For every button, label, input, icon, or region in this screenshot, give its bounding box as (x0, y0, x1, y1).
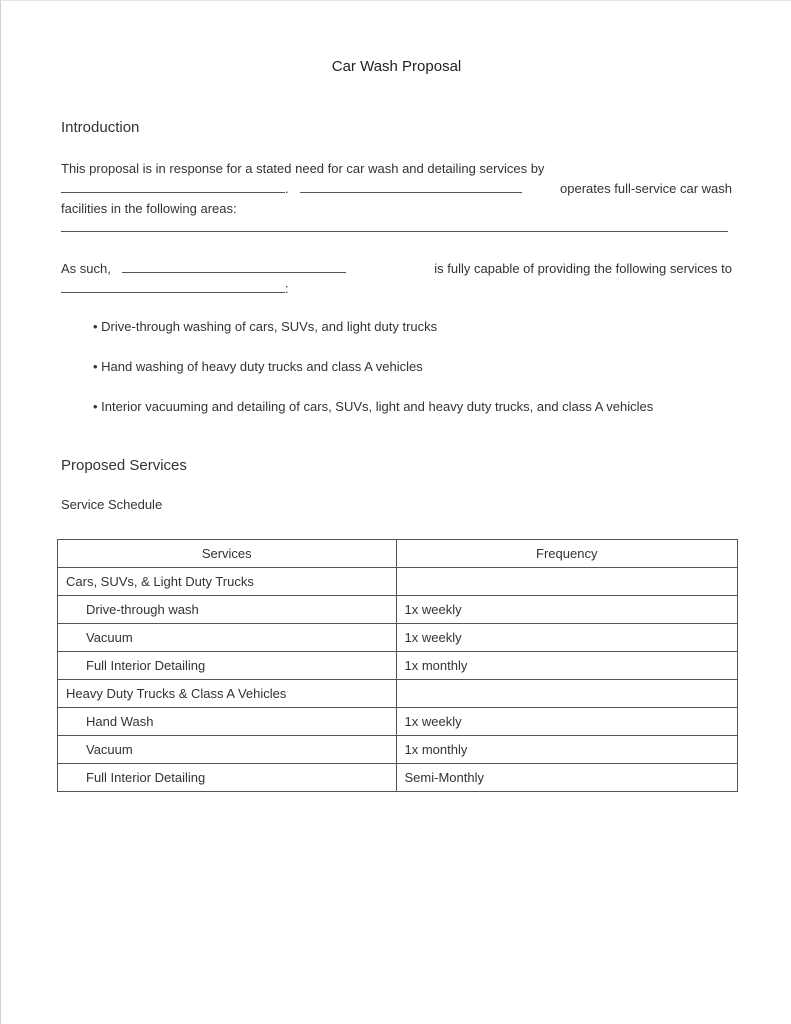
frequency-cell: Semi-Monthly (396, 764, 738, 792)
table-row (58, 764, 738, 792)
service-cell: Vacuum (58, 624, 397, 652)
service-cell: Vacuum (58, 736, 397, 764)
introduction-paragraph-1 (61, 159, 732, 232)
service-schedule-subheading: Service Schedule (61, 497, 163, 512)
table-row (58, 652, 738, 680)
blank-recipient-name[interactable] (61, 279, 285, 293)
service-cell: Hand Wash (58, 708, 397, 736)
blank-client-name[interactable] (61, 179, 285, 193)
blank-areas[interactable] (61, 219, 728, 232)
paragraph-line (61, 159, 732, 179)
service-cell: Drive-through wash (58, 596, 397, 624)
service-cell: Full Interior Detailing (58, 764, 397, 792)
capable-text: is fully capable of providing the following services to (434, 261, 732, 276)
frequency-cell: 1x monthly (396, 652, 738, 680)
frequency-cell: 1x monthly (396, 736, 738, 764)
table-header-row (58, 540, 738, 568)
frequency-cell (396, 680, 738, 708)
frequency-cell: 1x weekly (396, 596, 738, 624)
paragraph-line (61, 279, 732, 299)
frequency-cell (396, 568, 738, 596)
service-category-cell: Cars, SUVs, & Light Duty Trucks (58, 568, 397, 596)
intro-text-start: This proposal is in response for a stated need for car wash and detailing services by (61, 161, 545, 176)
period: . (285, 181, 289, 196)
fill-in-line-group (61, 179, 522, 199)
table-row (58, 624, 738, 652)
colon: : (285, 281, 289, 296)
table-row (58, 736, 738, 764)
bullet-item: • Hand washing of heavy duty trucks and class A vehicles (93, 359, 423, 374)
paragraph-line (61, 259, 732, 279)
service-cell: Full Interior Detailing (58, 652, 397, 680)
document-title: Car Wash Proposal (331, 58, 462, 75)
fill-in-line-group (61, 259, 346, 279)
introduction-heading: Introduction (61, 119, 140, 136)
blank-company-name[interactable] (300, 179, 522, 193)
frequency-cell: 1x weekly (396, 624, 738, 652)
table-row (58, 708, 738, 736)
table-row (58, 568, 738, 596)
bullet-item: • Interior vacuuming and detailing of cars, SUVs, light and heavy duty trucks, and class A vehicles (93, 399, 654, 414)
paragraph-line (61, 179, 732, 199)
table-row (58, 680, 738, 708)
frequency-column-header: Frequency (396, 540, 738, 568)
service-schedule-table (57, 539, 738, 792)
frequency-cell: 1x weekly (396, 708, 738, 736)
bullet-item: • Drive-through washing of cars, SUVs, and light duty trucks (93, 319, 438, 334)
proposed-services-heading: Proposed Services (61, 457, 187, 474)
introduction-paragraph-2 (61, 259, 732, 299)
intro-text-operates: operates full-service car wash (560, 181, 732, 196)
intro-text-end: facilities in the following areas: (61, 201, 237, 216)
table-row (58, 596, 738, 624)
as-such-text: As such, (61, 261, 111, 276)
service-category-cell: Heavy Duty Trucks & Class A Vehicles (58, 680, 397, 708)
blank-provider-name[interactable] (122, 259, 346, 273)
services-column-header: Services (58, 540, 397, 568)
